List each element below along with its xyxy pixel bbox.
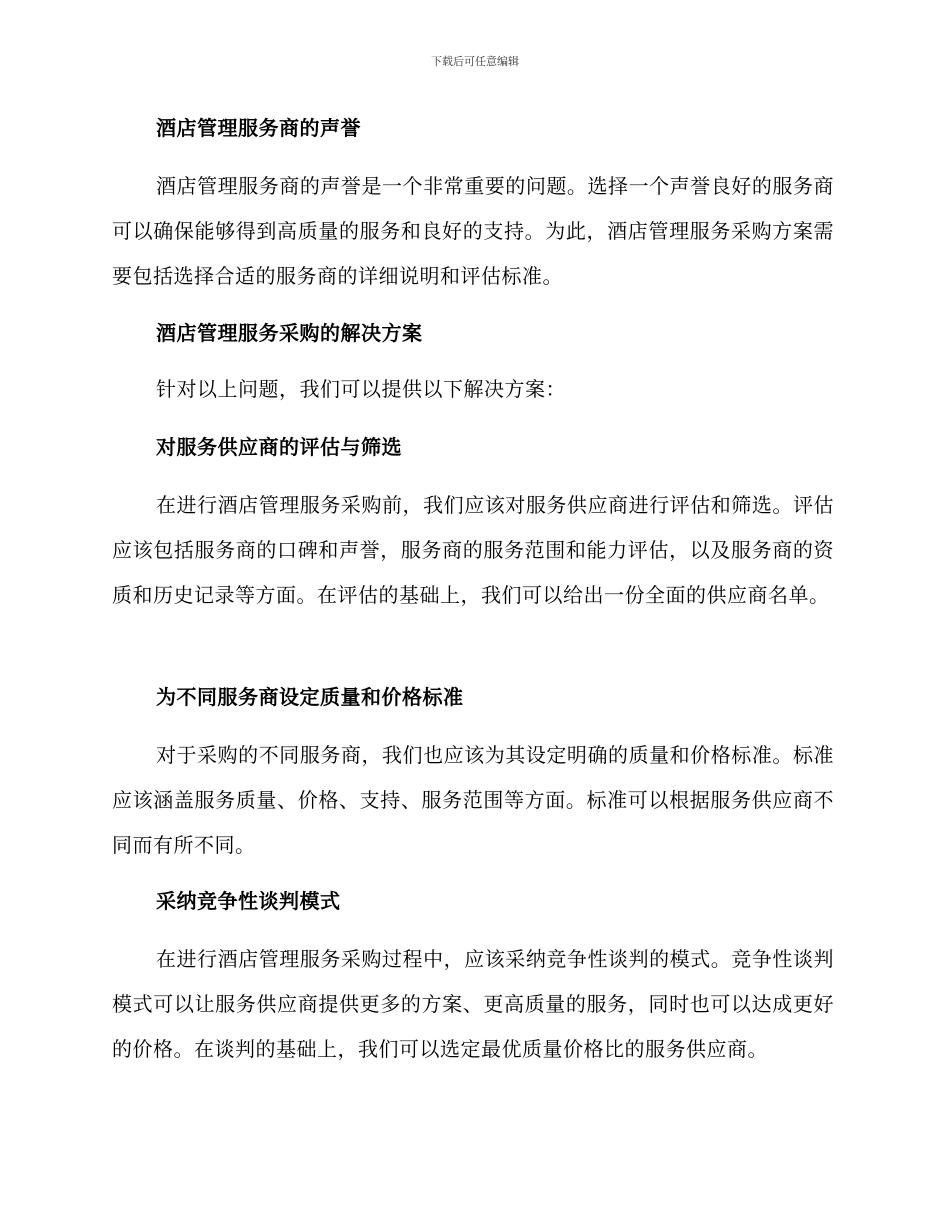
section-paragraph-negotiation: 在进行酒店管理服务采购过程中，应该采纳竞争性谈判的模式。竞争性谈判模式可以让服务供应商提供更多的方案、更高质量的服务，同时也可以达成更好的价格。在谈判的基础上，我们可以选定最优质量价格比的服务供应商。: [112, 947, 834, 1061]
section-paragraph-standards: 对于采购的不同服务商，我们也应该为其设定明确的质量和价格标准。标准应该涵盖服务质量、价格、支持、服务范围等方面。标准可以根据服务供应商不同而有所不同。: [112, 743, 834, 857]
section-heading-standards: 为不同服务商设定质量和价格标准: [156, 685, 464, 709]
page-header-note: 下载后可任意编辑: [431, 55, 519, 68]
section-heading-evaluation: 对服务供应商的评估与筛选: [156, 435, 402, 459]
section-heading-reputation: 酒店管理服务商的声誉: [156, 116, 361, 140]
section-heading-negotiation: 采纳竞争性谈判模式: [156, 889, 341, 913]
section-heading-solutions: 酒店管理服务采购的解决方案: [156, 321, 423, 345]
section-paragraph-solutions: 针对以上问题，我们可以提供以下解决方案：: [156, 377, 566, 401]
section-paragraph-reputation: 酒店管理服务商的声誉是一个非常重要的问题。选择一个声誉良好的服务商可以确保能够得到高质量的服务和良好的支持。为此，酒店管理服务采购方案需要包括选择合适的服务商的详细说明和评估标准。: [112, 174, 834, 288]
section-paragraph-evaluation: 在进行酒店管理服务采购前，我们应该对服务供应商进行评估和筛选。评估应该包括服务商的口碑和声誉，服务商的服务范围和能力评估，以及服务商的资质和历史记录等方面。在评估的基础上，我们可以给出一份全面的供应商名单。: [112, 493, 834, 607]
